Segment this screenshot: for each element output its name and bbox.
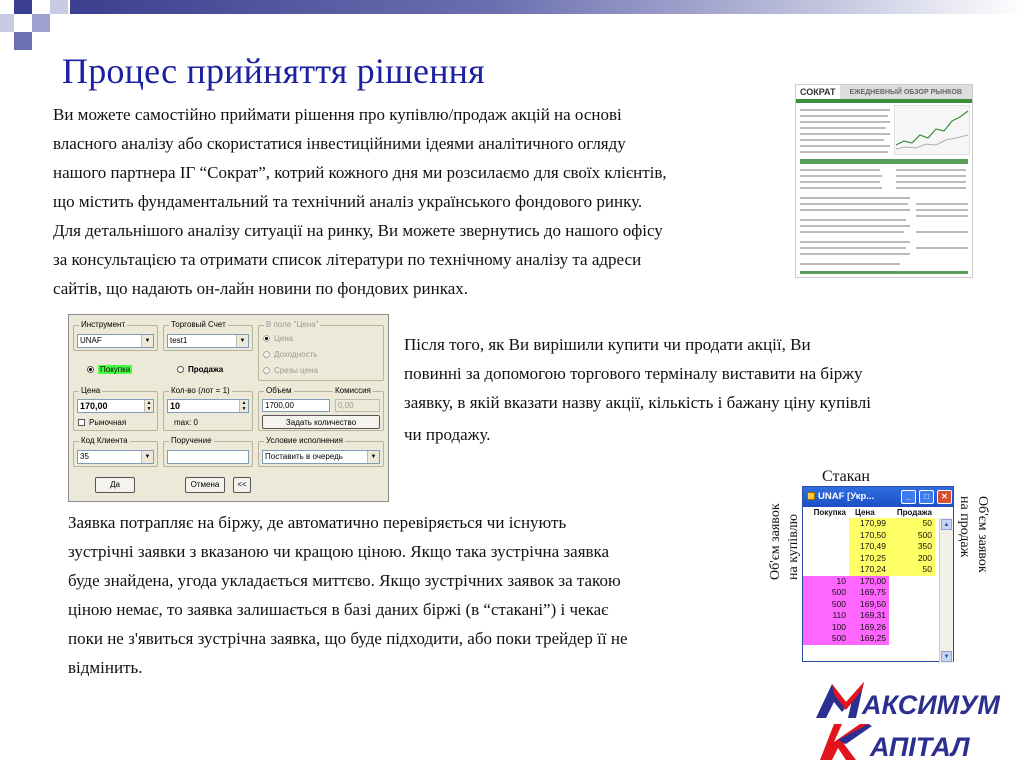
decor-top-bar bbox=[70, 0, 1024, 14]
volume-group bbox=[258, 386, 384, 431]
table-row[interactable] bbox=[803, 610, 953, 622]
collapse-button[interactable]: << bbox=[233, 477, 251, 493]
quantity-input[interactable] bbox=[167, 399, 249, 413]
close-icon[interactable]: ✕ bbox=[937, 490, 952, 504]
price-cell: 170,50 bbox=[849, 530, 889, 542]
text-line: за консультацією та отримати список літератури по технічному аналізу та адреси bbox=[53, 250, 642, 269]
order-book-body bbox=[803, 518, 953, 663]
condition-value: Поставить в очередь bbox=[265, 452, 343, 461]
radio-icon bbox=[177, 366, 184, 373]
price-mode-price-radio[interactable] bbox=[263, 334, 293, 344]
quantity-group bbox=[163, 386, 253, 431]
table-row[interactable] bbox=[803, 564, 953, 576]
text-line: Після того, як Ви вирішили купити чи продати акції, Ви bbox=[404, 335, 811, 354]
order-book-titlebar[interactable] bbox=[803, 487, 953, 507]
buy-caption-line2: на купівлю bbox=[786, 513, 801, 580]
volume-input[interactable]: 1700,00 bbox=[262, 399, 330, 412]
text-line: Заявка потрапляє на біржу, де автоматично перевіряється чи існують bbox=[68, 513, 567, 532]
order-book-window-title: UNAF [Укр... bbox=[818, 491, 875, 502]
assignment-group bbox=[163, 436, 253, 467]
spinner-icon[interactable]: ▲ ▼ bbox=[239, 400, 248, 412]
price-cell: 170,24 bbox=[849, 564, 889, 576]
market-label: Рыночная bbox=[89, 418, 127, 427]
market-checkbox[interactable] bbox=[78, 418, 126, 428]
price-cell: 169,50 bbox=[849, 599, 889, 611]
newsletter-logo: СОКРАТ bbox=[796, 85, 840, 99]
client-code-label: Код Клиента bbox=[81, 436, 128, 445]
order-entry-dialog bbox=[68, 314, 389, 502]
price-cell: 169,26 bbox=[849, 622, 889, 634]
instrument-group bbox=[73, 320, 158, 351]
window-app-icon bbox=[807, 492, 815, 500]
table-row[interactable] bbox=[803, 587, 953, 599]
account-group bbox=[163, 320, 253, 351]
scroll-down-icon[interactable]: ▼ bbox=[941, 651, 952, 662]
sell-caption-line2: на продаж bbox=[957, 496, 972, 558]
scrollbar[interactable] bbox=[939, 518, 953, 663]
buy-radio[interactable] bbox=[87, 365, 132, 375]
table-row[interactable] bbox=[803, 633, 953, 645]
matching-paragraph bbox=[68, 508, 758, 682]
table-row[interactable] bbox=[803, 576, 953, 588]
radio-label: Доходность bbox=[274, 350, 318, 359]
scroll-up-icon[interactable]: ▲ bbox=[941, 519, 952, 530]
text-line: чи продажу. bbox=[404, 425, 491, 444]
quantity-label: Кол-во (лот = 1) bbox=[171, 386, 230, 395]
text-line: власного аналізу або скористатися інвестиційними ідеями аналітичного огляду bbox=[53, 134, 626, 153]
buy-volume-cell: 100 bbox=[803, 622, 849, 634]
slide-title: Процес прийняття рішення bbox=[62, 51, 485, 91]
radio-label: Срезы цена bbox=[274, 366, 318, 375]
buy-volume-cell: 10 bbox=[803, 576, 849, 588]
condition-label: Условие исполнения bbox=[266, 436, 343, 445]
text-line: нашого партнера ІГ “Сократ”, котрий кожного дня ми розсилаємо для своїх клієнтів, bbox=[53, 163, 667, 182]
volume-label: Объем bbox=[266, 386, 292, 395]
intro-paragraph bbox=[53, 100, 798, 303]
assignment-input[interactable] bbox=[167, 450, 249, 464]
account-label: Торговый Счет bbox=[171, 320, 226, 329]
client-code-value: 35 bbox=[80, 452, 89, 461]
sell-caption-line1: Об'єм заявок bbox=[975, 496, 990, 573]
text-line: що містить фундаментальний та технічний аналіз українського фондового ринку. bbox=[53, 192, 643, 211]
chevron-down-icon[interactable]: ▼ bbox=[236, 335, 248, 347]
logo-line2: АПІТАЛ bbox=[870, 732, 970, 762]
col-sell-header: Продажа bbox=[896, 508, 932, 517]
price-mode-yield-radio[interactable] bbox=[263, 350, 317, 360]
radio-icon bbox=[87, 366, 94, 373]
radio-icon bbox=[263, 367, 270, 374]
radio-label: Цена bbox=[274, 334, 294, 343]
order-book-caption: Стакан bbox=[822, 468, 870, 485]
table-row[interactable] bbox=[803, 541, 953, 553]
commission-input: 0,00 bbox=[335, 399, 380, 412]
radio-icon bbox=[263, 351, 270, 358]
col-price-header: Цена bbox=[855, 508, 875, 517]
price-cell: 170,25 bbox=[849, 553, 889, 565]
newsletter-thumbnail bbox=[795, 84, 973, 278]
price-cell: 170,49 bbox=[849, 541, 889, 553]
newsletter-divider bbox=[796, 99, 972, 103]
price-cell: 169,75 bbox=[849, 587, 889, 599]
text-line: поки не з'явиться зустрічна заявка, що буде підходити, або поки трейдер її не bbox=[68, 629, 628, 648]
account-value: test1 bbox=[170, 336, 188, 345]
condition-group bbox=[258, 436, 384, 467]
quantity-value: 10 bbox=[170, 401, 181, 411]
logo-mark-icon bbox=[812, 680, 1012, 762]
price-cell: 169,31 bbox=[849, 610, 889, 622]
chevron-down-icon[interactable]: ▼ bbox=[141, 451, 153, 463]
price-input[interactable] bbox=[77, 399, 154, 413]
newsletter-header bbox=[796, 85, 972, 99]
text-line: буде знайдена, угода укладається миттєво. Якщо зустрічних заявок за такою bbox=[68, 571, 621, 590]
price-mode-group bbox=[258, 320, 384, 381]
sell-volume-cell: 200 bbox=[889, 553, 935, 565]
table-row[interactable] bbox=[803, 518, 953, 530]
col-buy-header: Покупка bbox=[813, 508, 846, 517]
maksymum-kapital-logo bbox=[812, 680, 1012, 762]
instrument-select[interactable] bbox=[77, 334, 154, 348]
price-cell: 170,99 bbox=[849, 518, 889, 530]
spinner-icon[interactable]: ▲ ▼ bbox=[144, 400, 153, 412]
client-code-select[interactable] bbox=[77, 450, 154, 464]
commission-label: Комиссия bbox=[335, 386, 371, 395]
text-line: Для детальнішого аналізу ситуації на ринку, Ви можете звернутись до нашого офісу bbox=[53, 221, 663, 240]
sell-volume-cell: 50 bbox=[889, 518, 935, 530]
text-line: Ви можете самостійно приймати рішення про купівлю/продаж акцій на основі bbox=[53, 105, 622, 124]
sell-volume-cell: 50 bbox=[889, 564, 935, 576]
table-row[interactable] bbox=[803, 622, 953, 634]
newsletter-title: ЕЖЕДНЕВНЫЙ ОБЗОР РЫНКОВ bbox=[849, 88, 962, 96]
buy-volume-cell: 110 bbox=[803, 610, 849, 622]
minimize-icon[interactable]: _ bbox=[901, 490, 916, 504]
set-quantity-button[interactable]: Задать количество bbox=[262, 415, 380, 429]
instrument-value: UNAF bbox=[80, 336, 102, 345]
chevron-down-icon[interactable]: ▼ bbox=[367, 451, 379, 463]
buy-caption-line1: Об'єм заявок bbox=[768, 503, 783, 580]
text-line: ціною немає, то заявка залишається в базі даних біржі (в “стакані”) і чекає bbox=[68, 600, 609, 619]
price-mode-label: В поле "Цена" bbox=[266, 320, 319, 329]
sell-radio[interactable] bbox=[177, 365, 223, 375]
text-line: заявку, в якій вказати назву акції, кількість і бажану ціну купівлі bbox=[404, 393, 871, 412]
price-group bbox=[73, 386, 158, 431]
sell-volume-cell: 350 bbox=[889, 541, 935, 553]
price-mode-clean-radio[interactable] bbox=[263, 366, 318, 376]
ok-button[interactable]: Да bbox=[95, 477, 135, 493]
checkbox-icon bbox=[78, 419, 85, 426]
maximize-icon[interactable]: □ bbox=[919, 490, 934, 504]
radio-icon bbox=[263, 335, 270, 342]
condition-select[interactable] bbox=[262, 450, 380, 464]
instrument-label: Инструмент bbox=[81, 320, 126, 329]
sell-label: Продажа bbox=[188, 365, 224, 374]
max-quantity: max: 0 bbox=[174, 418, 199, 427]
client-code-group bbox=[73, 436, 158, 467]
price-label: Цена bbox=[81, 386, 101, 395]
buy-volume-cell: 500 bbox=[803, 599, 849, 611]
price-value: 170,00 bbox=[80, 401, 108, 411]
newsletter-chart-icon bbox=[894, 105, 970, 155]
text-line: зустрічні заявки з вказаною чи кращою ціною. Якщо така зустрічна заявка bbox=[68, 542, 610, 561]
table-row[interactable] bbox=[803, 599, 953, 611]
cancel-button[interactable]: Отмена bbox=[185, 477, 225, 493]
buy-label: Покупка bbox=[100, 365, 131, 374]
logo-line1: АКСИМУМ bbox=[862, 690, 1000, 720]
assignment-label: Поручение bbox=[171, 436, 212, 445]
account-select[interactable] bbox=[167, 334, 249, 348]
order-book-window bbox=[802, 486, 954, 662]
order-paragraph bbox=[404, 330, 984, 449]
buy-volume-cell: 500 bbox=[803, 633, 849, 645]
text-line: відмінить. bbox=[68, 658, 143, 677]
price-cell: 169,25 bbox=[849, 633, 889, 645]
table-row[interactable] bbox=[803, 553, 953, 565]
text-line: повинні за допомогою торгового терміналу виставити на біржу bbox=[404, 364, 863, 383]
table-row[interactable] bbox=[803, 530, 953, 542]
order-book-header bbox=[803, 507, 953, 518]
text-line: сайтів, що надають он-лайн новини по фондових ринках. bbox=[53, 279, 469, 298]
sell-volume-cell: 500 bbox=[889, 530, 935, 542]
chevron-down-icon[interactable]: ▼ bbox=[141, 335, 153, 347]
buy-volume-cell: 500 bbox=[803, 587, 849, 599]
price-cell: 170,00 bbox=[849, 576, 889, 588]
